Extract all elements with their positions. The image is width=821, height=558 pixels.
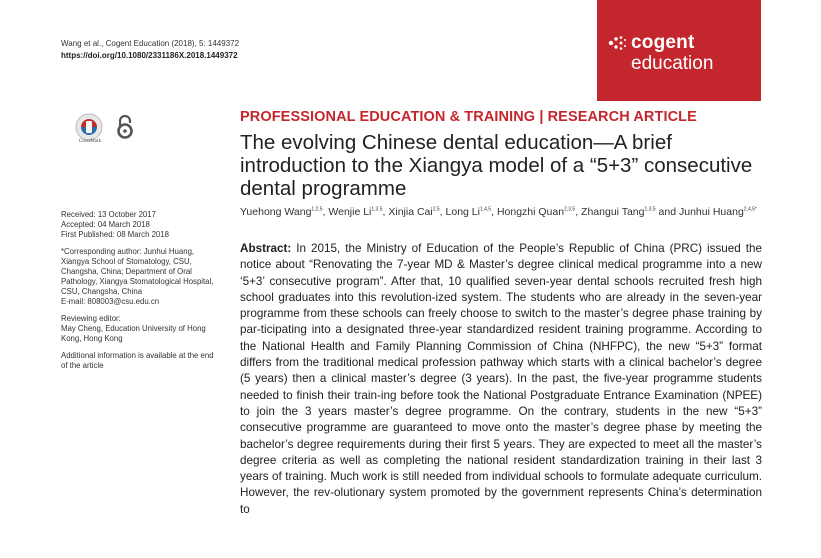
author-name: Yuehong Wang bbox=[240, 206, 312, 218]
article-badges bbox=[71, 110, 151, 150]
citation-line: Wang et al., Cogent Education (2018), 5: 1449372 bbox=[61, 39, 240, 48]
author-name: Hongzhi Quan bbox=[496, 206, 565, 218]
abstract-text: In 2015, the Ministry of Education of the People’s Republic of China (PRC) issued the notice about “Renovating the 7-year MD & Master’s degree clinical medical programme into a new ‘5+3’ consecutive program”. After that, 10 qualified seven-year dental schools recruited fresh high school graduates into this revolution-ized system. The students who are already in the seven-year programme from these schools can freely choose to switch to the master’s degree phase training by par-ticipating into a designated three-year standardized resident training programme. According to the National Health and Family Planning Commission of China (NHFPC), the new “5+3” format differs from the traditional medical profession pathway which starts with a clinical bachelor’s degree (5 years) then a clinical master’s degree (3 years). In the past, the five-year programme students needed to finish their train-ing before took the National Postgraduate Entrance Examination (NPEE) to join the 3 years master’s degree programme. On the contrary, students in the new “5+3” consecutive programme are guaranteed to move onto the master’s degree phase by meeting the bachelor’s degree requirements during their first 5 years. They are expected to meet all the master’s degree criteria as well as completing the national resident standardization training in their last 3 years of training. Much work is still needed from individual schools to formulate adequate curriculum. However, the rev-olutionary system promoted by the government represents China’s determination to bbox=[240, 242, 763, 516]
author-name: Wenjie Li bbox=[328, 206, 372, 218]
author-item[interactable] bbox=[240, 206, 323, 218]
author-affiliation: 1,2,5 bbox=[311, 206, 323, 213]
open-access-icon bbox=[114, 114, 136, 140]
author-item[interactable] bbox=[679, 206, 757, 218]
author-item[interactable] bbox=[388, 206, 439, 218]
reviewing-editor-label: Reviewing editor: bbox=[61, 314, 121, 323]
author-affiliation: 1,3,5 bbox=[371, 206, 383, 213]
doi-link[interactable]: https://doi.org/10.1080/2331186X.2018.1449372 bbox=[61, 51, 238, 60]
corresponding-author: *Corresponding author: Junhui Huang, Xiangya School of Stomatology, CSU, Changsha, China; Department of Oral Pathology, Xiangya Stomatological Hospital, CSU, Changsha, China bbox=[61, 247, 214, 296]
author-item[interactable] bbox=[328, 206, 382, 218]
received-date: Received: 13 October 2017 bbox=[61, 210, 156, 219]
brand-name-cogent: cogent bbox=[631, 32, 695, 53]
crossmark-label: CrossMark bbox=[78, 139, 102, 144]
author-name: Long Li bbox=[445, 206, 480, 218]
additional-info-block bbox=[61, 351, 221, 371]
citation bbox=[61, 38, 239, 62]
author-list: Yuehong Wang$^{1,2,5}$, Wenjie Li$^{1,3,5}$, Xinjia Cai$^{2,5}$, Long Li$^{1,4,5}$, Hongzhi Quan$^{2,3,5}$, Zhangui Tang$^{1,3,5}$ and Junhui Huang$^{2,4,5*}$ bbox=[240, 206, 757, 218]
reviewing-block bbox=[61, 314, 221, 344]
abstract bbox=[240, 241, 762, 518]
author-affiliation: 2,4,5* bbox=[743, 206, 757, 213]
author-affiliation: 2,5 bbox=[432, 206, 440, 213]
cogent-logo-icon bbox=[607, 35, 627, 51]
author-name: Zhangui Tang bbox=[581, 206, 645, 218]
author-affiliation: 1,4,5 bbox=[479, 206, 492, 213]
author-name: Junhui Huang bbox=[678, 206, 744, 218]
author-item[interactable] bbox=[446, 206, 492, 218]
brand-logo-row bbox=[607, 33, 694, 53]
article-type: PROFESSIONAL EDUCATION & TRAINING | RESEARCH ARTICLE bbox=[240, 109, 697, 125]
author-affiliation: 2,3,5 bbox=[564, 206, 576, 213]
article-sidebar bbox=[61, 210, 221, 378]
author-item[interactable] bbox=[581, 206, 656, 218]
abstract-label: Abstract: bbox=[240, 242, 292, 255]
dates-block bbox=[61, 210, 221, 240]
journal-brand[interactable] bbox=[597, 0, 761, 101]
author-item[interactable] bbox=[497, 206, 575, 218]
reviewing-editor: May Cheng, Education University of Hong Kong, Hong Kong bbox=[61, 324, 206, 343]
accepted-date: Accepted: 04 March 2018 bbox=[61, 220, 150, 229]
article-title: The evolving Chinese dental education—A brief introduction to the Xiangya model of a “5+3” consecutive dental programme bbox=[240, 131, 753, 200]
crossmark-icon[interactable] bbox=[75, 113, 103, 141]
brand-name-education: education bbox=[631, 53, 714, 74]
corresponding-email[interactable]: E-mail: 808003@csu.edu.cn bbox=[61, 297, 160, 306]
corresponding-block bbox=[61, 247, 221, 307]
author-name: Xinjia Cai bbox=[388, 206, 433, 218]
published-date: First Published: 08 March 2018 bbox=[61, 230, 169, 239]
author-affiliation: 1,3,5 bbox=[644, 206, 656, 213]
additional-info: Additional information is available at the end of the article bbox=[61, 351, 214, 370]
